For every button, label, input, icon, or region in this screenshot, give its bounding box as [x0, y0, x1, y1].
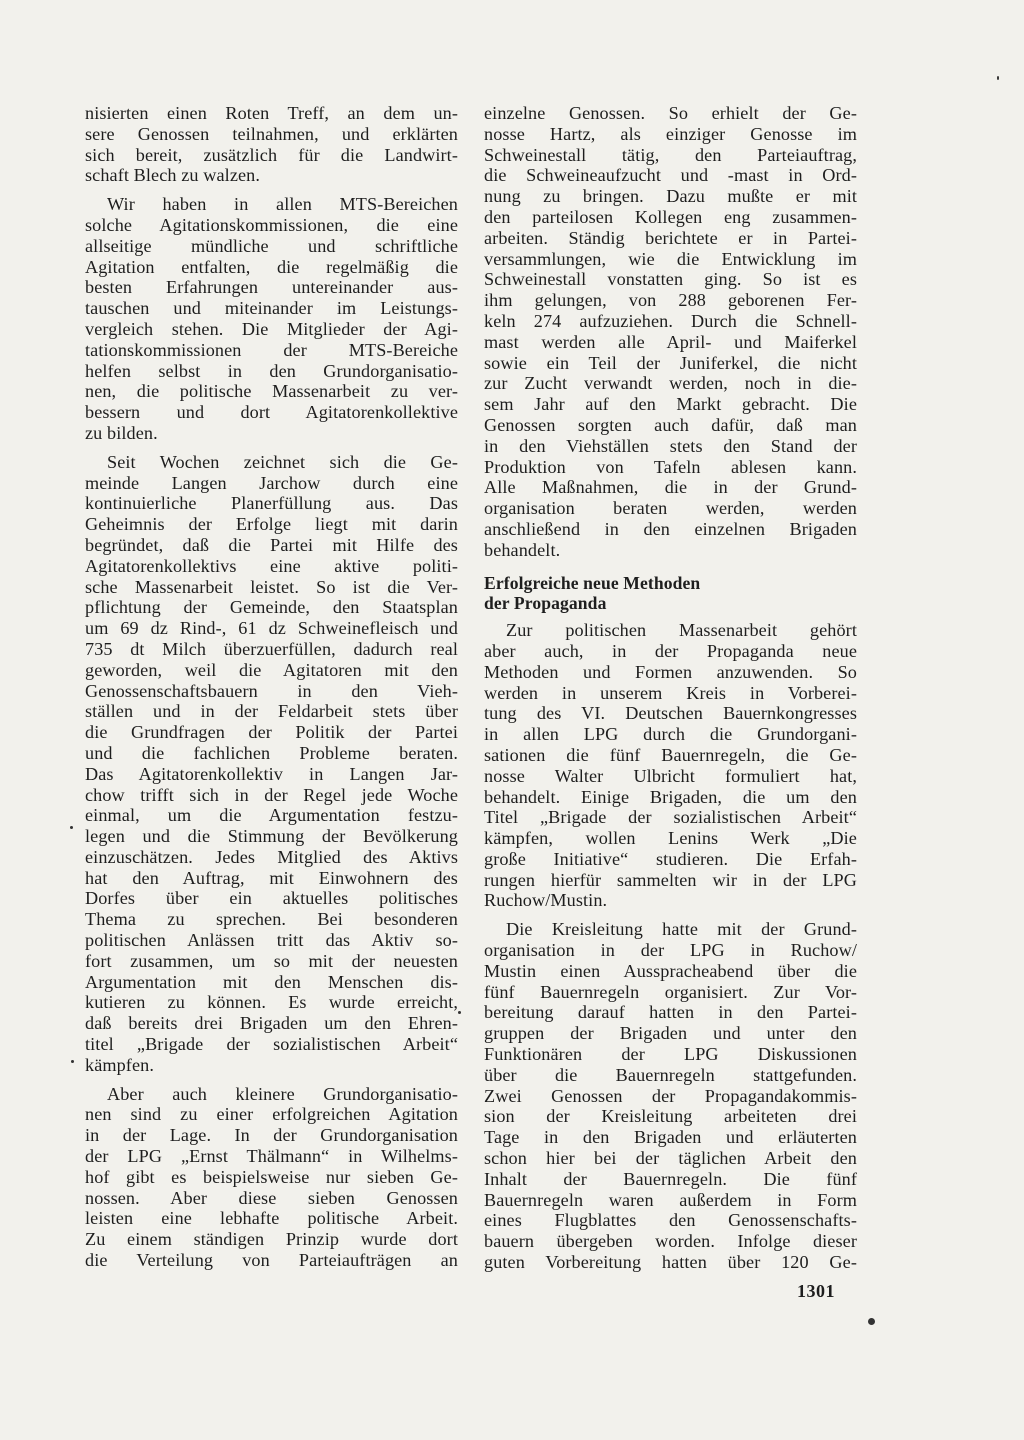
text-line: Zu einem ständigen Prinzip wurde dort [85, 1229, 458, 1250]
text-line: Thema zu sprechen. Bei besonderen [85, 909, 458, 930]
text-line: behandelt. Einige Brigaden, die um den [484, 786, 857, 807]
text-line: der LPG „Ernst Thälmann“ in Wilhelms- [85, 1146, 458, 1167]
text-line: sere Genossen teilnahmen, und erklärten [85, 123, 458, 144]
text-line: sowie ein Teil der Juniferkel, die nicht [484, 352, 857, 373]
text-line: fort zusammen, um so mit der neuesten [85, 950, 458, 971]
text-line: Produktion von Tafeln ablesen kann. [484, 456, 857, 477]
text-line: keln 274 aufzuziehen. Durch die Schnell- [484, 310, 857, 331]
ink-speck [868, 1318, 875, 1325]
text-line: sich bereit, zusätzlich für die Landwirt- [85, 144, 458, 165]
text-line: tationskommissionen der MTS-Bereiche [85, 339, 458, 360]
text-line: Seit Wochen zeichnet sich die Ge- [107, 451, 458, 472]
text-line: besten Erfahrungen untereinander aus- [85, 277, 458, 298]
text-line: Genossenschaftsbauern in den Vieh- [85, 680, 458, 701]
text-line: anschließend in den einzelnen Brigaden [484, 518, 857, 539]
text-line: nossen. Aber diese sieben Genossen [85, 1187, 458, 1208]
text-line: ställen und in der Feldarbeit stets über [85, 701, 458, 722]
text-line: chow trifft sich in der Regel jede Woche [85, 784, 458, 805]
text-line: die Schweineaufzucht und -mast in Ord- [484, 165, 857, 186]
text-line: 735 dt Milch überzuerfüllen, dadurch real [85, 638, 458, 659]
text-line: einzuschätzen. Jedes Mitglied des Aktivs [85, 846, 458, 867]
paragraph [484, 620, 857, 911]
text-line: Dorfes über ein aktuelles politisches [85, 888, 458, 909]
text-line: nosse Hartz, als einziger Genosse im [484, 123, 857, 144]
text-line: bauern übergeben worden. Infolge dieser [484, 1231, 857, 1252]
ink-speck [997, 76, 999, 80]
text-line: Zur politischen Massenarbeit gehört [506, 620, 857, 641]
text-line: Die Kreisleitung hatte mit der Grund- [506, 919, 857, 940]
right-text-column [484, 103, 857, 1281]
paragraph [85, 194, 458, 444]
text-line: mast werden alle April- und Maiferkel [484, 331, 857, 352]
paragraph [85, 452, 458, 1076]
text-line: Wir haben in allen MTS-Bereichen [107, 194, 458, 215]
heading-line: der Propaganda [484, 593, 607, 614]
text-line: schon hier bei der täglichen Arbeit den [484, 1148, 857, 1169]
text-line: einzelne Genossen. So erhielt der Ge- [484, 103, 857, 123]
text-line: und die fachlichen Probleme beraten. [85, 742, 458, 763]
text-line: bessern und dort Agitatorenkollektive [85, 402, 458, 423]
paragraph [484, 919, 857, 1273]
text-line: meinde Langen Jarchow durch eine [85, 472, 458, 493]
text-line: Mustin einen Ausspracheabend über die [484, 960, 857, 981]
text-line: Methoden und Formen anzuwenden. So [484, 661, 857, 682]
text-line: behandelt. [484, 539, 561, 560]
text-line: in den Viehställen stets den Stand der [484, 435, 857, 456]
text-line: nisierten einen Roten Treff, an dem un- [85, 103, 458, 123]
text-line: daß bereits drei Brigaden um den Ehren- [85, 1013, 458, 1034]
text-line: kontinuierliche Planerfüllung aus. Das [85, 493, 458, 514]
text-line: geworden, weil die Agitatoren mit den [85, 659, 458, 680]
section-heading [484, 573, 857, 615]
text-line: leisten eine lebhafte politische Arbeit. [85, 1208, 458, 1229]
text-line: Geheimnis der Erfolge liegt mit darin [85, 514, 458, 535]
text-line: Ruchow/Mustin. [484, 890, 608, 911]
text-line: tung des VI. Deutschen Bauernkongresses [484, 703, 857, 724]
paragraph [85, 1084, 458, 1271]
text-line: Aber auch kleinere Grundorganisatio- [107, 1083, 458, 1104]
ink-speck [458, 1011, 461, 1014]
text-line: die Grundfragen der Politik der Partei [85, 722, 458, 743]
heading-line: Erfolgreiche neue Methoden [484, 572, 701, 593]
text-line: allseitige mündliche und schriftliche [85, 235, 458, 256]
text-line: zur Zucht verwandt werden, noch in die- [484, 373, 857, 394]
text-line: Inhalt der Bauernregeln. Die fünf [484, 1168, 857, 1189]
text-line: tauschen und miteinander im Leistungs- [85, 298, 458, 319]
text-line: aber auch, in der Propaganda neue [484, 640, 857, 661]
ink-speck [70, 826, 73, 829]
text-line: die Verteilung von Parteiaufträgen an [85, 1250, 458, 1271]
text-line: in der Lage. In der Grundorganisation [85, 1125, 458, 1146]
text-line: rungen hierfür sammelten wir in der LPG [484, 869, 857, 890]
text-line: Schweinestall vonstatten ging. So ist es [484, 269, 857, 290]
text-line: in allen LPG durch die Grundorgani- [484, 724, 857, 745]
text-line: Bauernregeln waren außerdem in Form [484, 1189, 857, 1210]
text-line: zu bilden. [85, 422, 158, 443]
text-line: Funktionären der LPG Diskussionen [484, 1044, 857, 1065]
text-line: eines Flugblattes den Genossenschafts- [484, 1210, 857, 1231]
text-line: nen sind zu einer erfolgreichen Agitation [85, 1104, 458, 1125]
text-line: den parteilosen Kollegen eng zusammen- [484, 206, 857, 227]
text-line: werden in unserem Kreis in Vorberei- [484, 682, 857, 703]
text-line: Genossen sorgten auch dafür, daß man [484, 414, 857, 435]
text-line: Agitation entfalten, die regelmäßig die [85, 256, 458, 277]
text-line: nosse Walter Ulbricht formuliert hat, [484, 765, 857, 786]
text-line: Zwei Genossen der Propagandakommis- [484, 1085, 857, 1106]
text-line: begründet, daß die Partei mit Hilfe des [85, 534, 458, 555]
text-line: vergleich stehen. Die Mitglieder der Agi- [85, 318, 458, 339]
page-number: 1301 [797, 1281, 835, 1301]
text-line: kämpfen, wollen Lenins Werk „Die [484, 828, 857, 849]
text-line: fünf Bauernregeln organisiert. Zur Vor- [484, 981, 857, 1002]
paragraph [484, 103, 857, 561]
text-line: große Initiative“ studieren. Die Erfah- [484, 848, 857, 869]
text-line: helfen selbst in den Grundorganisatio- [85, 360, 458, 381]
text-line: kutieren zu können. Es wurde erreicht, [85, 992, 458, 1013]
text-line: organisation in der LPG in Ruchow/ [484, 940, 857, 961]
text-line: ihm gelungen, von 288 geborenen Fer- [484, 290, 857, 311]
text-line: Titel „Brigade der sozialistischen Arbeit“ [484, 807, 857, 828]
text-line: organisation beraten werden, werden [484, 498, 857, 519]
text-line: nen, die politische Massenarbeit zu ver- [85, 381, 458, 402]
left-text-column [85, 103, 458, 1279]
text-line: legen und die Stimmung der Bevölkerung [85, 826, 458, 847]
text-line: nung zu bringen. Dazu mußte er mit [484, 186, 857, 207]
text-line: schaft Blech zu walzen. [85, 165, 261, 186]
text-line: pflichtung der Gemeinde, den Staatsplan [85, 597, 458, 618]
text-line: guten Vorbereitung hatten über 120 Ge- [484, 1252, 857, 1273]
text-line: kämpfen. [85, 1054, 154, 1075]
text-line: sion der Kreisleitung arbeiteten drei [484, 1106, 857, 1127]
paragraph [85, 103, 458, 186]
text-line: über die Bauernregeln stattgefunden. [484, 1064, 857, 1085]
text-line: Tage in den Brigaden und erläuterten [484, 1127, 857, 1148]
text-line: Agitatorenkollektivs eine aktive politi- [85, 555, 458, 576]
text-line: um 69 dz Rind-, 61 dz Schweinefleisch und [85, 618, 458, 639]
text-line: politischen Anlässen tritt das Aktiv so- [85, 930, 458, 951]
text-line: bereitung darauf hatten in den Partei- [484, 1002, 857, 1023]
text-line: Schweinestall tätig, den Parteiauftrag, [484, 144, 857, 165]
text-line: solche Agitationskommissionen, die eine [85, 214, 458, 235]
text-line: einmal, um die Argumentation festzu- [85, 805, 458, 826]
text-line: arbeiten. Ständig berichtete er in Partei- [484, 227, 857, 248]
text-line: Alle Maßnahmen, die in der Grund- [484, 477, 857, 498]
text-line: Argumentation mit den Menschen dis- [85, 971, 458, 992]
text-line: versammlungen, wie die Entwicklung im [484, 248, 857, 269]
text-line: sem Jahr auf den Markt gebracht. Die [484, 394, 857, 415]
text-line: titel „Brigade der sozialistischen Arbeit“ [85, 1034, 458, 1055]
text-line: Das Agitatorenkollektiv in Langen Jar- [85, 763, 458, 784]
text-line: hof gibt es beispielsweise nur sieben Ge- [85, 1166, 458, 1187]
text-line: hat den Auftrag, mit Einwohnern des [85, 867, 458, 888]
text-line: sche Massenarbeit leistet. So ist die Ver- [85, 576, 458, 597]
text-line: gruppen der Brigaden und unter den [484, 1023, 857, 1044]
text-line: sationen die fünf Bauernregeln, die Ge- [484, 744, 857, 765]
ink-speck [71, 1060, 74, 1063]
